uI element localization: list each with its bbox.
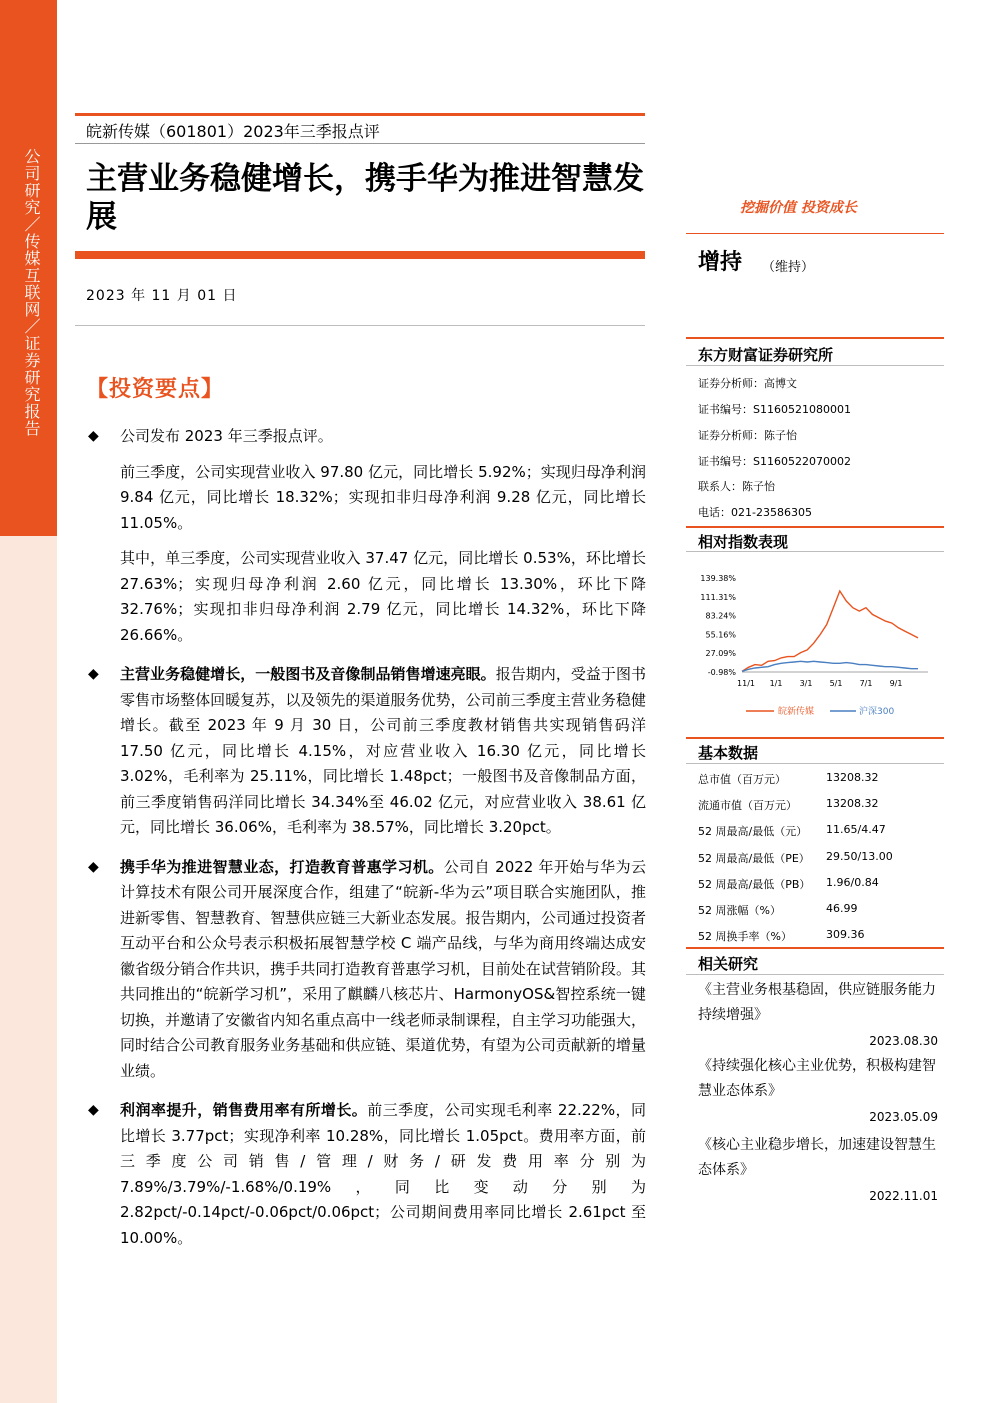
basic-data-value: 11.65/4.47 [826,823,886,837]
bullet-item [86,424,646,450]
x-tick-label: 7/1 [859,679,873,688]
y-tick-label: 83.24% [705,611,736,621]
basic-data-value: 46.99 [826,902,858,915]
contact: 联系人：陈子怡 [698,480,775,493]
analyst-1: 证券分析师：高博文 [698,377,797,390]
series-line-1 [742,591,918,671]
related-report-title[interactable]: 《主营业务根基稳固，供应链服务能力持续增强》 [698,982,936,1023]
rating: 增持 [698,250,743,275]
basic-data-key: 52 周最高/最低（PE） [698,851,810,865]
x-tick-label: 1/1 [769,679,783,688]
relative-index-chart [690,568,940,728]
y-tick-label: 55.16% [705,630,736,640]
y-tick-label: 111.31% [700,592,736,602]
title-rule [75,251,645,259]
bullet-bold: 利润率提升，销售费用率有所增长。 [120,1101,368,1119]
legend-label: 沪深300 [859,707,895,717]
header-rule-thin [75,143,645,144]
bullet-bold: 主营业务稳健增长，一般图书及音像制品销售增速亮眼。 [120,665,496,683]
right-rule [686,233,944,234]
diamond-icon: ◆ [88,1102,99,1118]
basic-data-value: 309.36 [826,928,865,942]
phone: 电话：021-23586305 [698,506,812,519]
bullet-item [86,1098,646,1251]
bullet-bold: 携手华为推进智慧业态，打造教育普惠学习机。 [120,857,444,876]
related-heading: 相关研究 [698,955,759,973]
x-tick-label: 11/1 [737,679,755,688]
y-tick-label: -0.98% [707,668,736,677]
bullet-text: 前三季度，公司实现毛利率 22.22%，同比增长 3.77pct；实现净利率 10.28%，同比增长 1.05pct。费用率方面，前三季度公司销售/管理/财务/研发费用率分别为 7.89%/3.79%/-1.68%/0.19%，同比变动分别为 2.82pct/-0.14pct/-0.06pct/0.06pct；公司期间费用率同比增长 2.61pct 至 10.00%。 [120,1101,646,1247]
related-report-title[interactable]: 《持续强化核心主业优势，积极构建智慧业态体系》 [698,1058,936,1099]
slogan: 挖掘价值 投资成长 [740,200,857,216]
basic-data-key: 52 周换手率（%） [698,930,792,944]
related-report-date: 2023.08.30 [869,1034,938,1048]
header-rule-top [75,113,645,116]
report-line: 皖新传媒（601801）2023年三季报点评 [86,122,380,141]
series-line-2 [742,661,918,671]
bullet-item [86,855,646,1085]
right-rule [686,763,944,764]
institution: 东方财富证券研究所 [698,346,834,364]
body-text [86,424,646,1261]
basic-data-key: 52 周涨幅（%） [698,904,781,917]
cert-1: 证书编号：S1160521080001 [698,403,851,416]
basic-data-value: 29.50/13.00 [826,849,893,863]
diamond-icon: ◆ [88,666,99,682]
page-title: 主营业务稳健增长，携手华为推进智慧发展 [86,161,644,235]
paragraph: 前三季度，公司实现营业收入 97.80 亿元，同比增长 5.92%；实现归母净利润 9.84 亿元，同比增长 18.32%；实现扣非归母净利润 9.28 亿元，同比增长 11.05%。 [120,462,646,532]
chart-heading: 相对指数表现 [698,533,789,551]
x-tick-label: 5/1 [829,679,843,688]
analyst-2: 证券分析师：陈子怡 [698,429,797,442]
date-rule [75,325,645,326]
basic-data-value: 13208.32 [826,797,879,811]
paragraph: 其中，单三季度，公司实现营业收入 37.47 亿元，同比增长 0.53%，环比增长 27.63%；实现归母净利润 2.60 亿元，同比增长 13.30%，环比下降 32.76%；实现扣非归母净利润 2.79 亿元，同比增长 14.32%，环比下降 26.66%。 [120,549,646,644]
right-rule [686,365,944,366]
basic-data-value: 13208.32 [826,771,879,784]
right-rule [686,551,944,552]
section-heading: 【投资要点】 [86,377,225,402]
bullet-text: 公司自 2022 年开始与华为云计算技术有限公司开展深度合作，组建了“皖新-华为云”项目联合实施团队，推进新零售、智慧教育、智慧供应链三大新业态发展。报告期内，公司通过投资者互动平台和公众号表示积极拓展智慧学校 C 端产品线，与华为商用终端达成安徽省级分销合作共识，携手共同打造教育普惠学习机，目前处在试营销阶段。其共同推出的“皖新学习机”，采用了麒麟八核芯片、HarmonyOS&智控系统一键切换，并邀请了安徽省内知名重点高中一线老师录制课程，自主学习功能强大，同时结合公司教育服务业务基础和供应链、渠道优势，有望为公司贡献新的增量业绩。 [120,857,646,1080]
right-rule [686,737,944,739]
y-tick-label: 139.38% [700,574,736,583]
basic-data-value: 1.96/0.84 [826,875,879,889]
cert-2: 证书编号：S1160522070002 [698,455,851,468]
right-rule [686,337,944,339]
rating-sub: （维持） [762,260,815,275]
right-rule [686,526,944,528]
diamond-icon: ◆ [88,858,99,875]
bullet-text: 公司发布 2023 年三季报点评。 [120,427,333,445]
y-tick-label: 27.09% [705,649,736,659]
report-date: 2023 年 11 月 01 日 [86,288,238,304]
legend-label: 皖新传媒 [778,707,815,717]
related-report-date: 2022.11.01 [869,1189,938,1203]
related-report-title[interactable]: 《核心主业稳步增长，加速建设智慧生态体系》 [698,1137,936,1178]
x-tick-label: 9/1 [889,679,903,688]
right-rule [686,974,944,975]
basic-data-key: 流通市值（百万元） [698,799,797,813]
sidebar-category: 公司研究／传媒互联网／证券研究报告 [22,148,41,437]
diamond-icon: ◆ [88,428,99,444]
x-tick-label: 3/1 [799,679,813,688]
basic-data-heading: 基本数据 [698,744,759,762]
related-report-date: 2023.05.09 [869,1110,938,1124]
bullet-text: 报告期内，受益于图书零售市场整体回暖复苏，以及领先的渠道服务优势，公司前三季度主营业务稳健增长。截至 2023 年 9 月 30 日，公司前三季度教材销售共实现销售码洋 17.50 亿元，同比增长 4.15%，对应营业收入 16.30 亿元，同比增长 3.02%，毛利率为 25.11%，同比增长 1.48pct；一般图书及音像制品方面，前三季度销售码洋同比增长 34.34%至 46.02 亿元，对应营业收入 38.61 亿元，同比增长 36.06%，毛利率为 38.57%，同比增长 3.20pct。 [120,665,646,836]
basic-data-key: 52 周最高/最低（PB） [698,877,811,891]
bullet-item [86,662,646,841]
right-rule [686,947,944,949]
basic-data-key: 52 周最高/最低（元） [698,825,808,839]
basic-data-key: 总市值（百万元） [698,773,786,786]
